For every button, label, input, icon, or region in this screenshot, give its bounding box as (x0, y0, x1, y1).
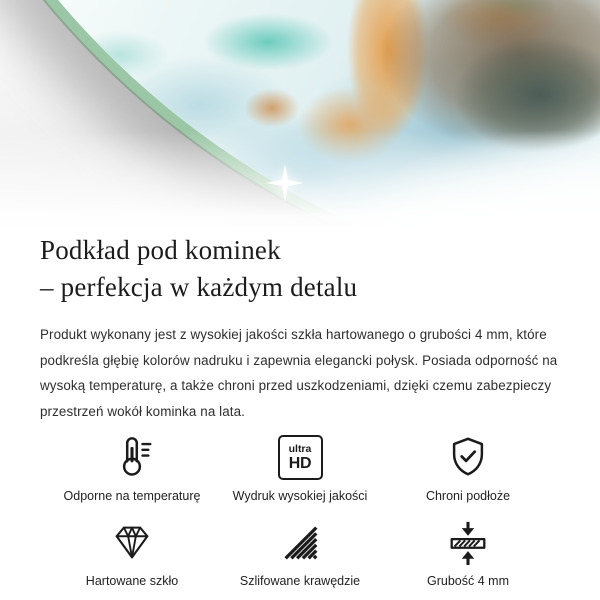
product-photo (0, 0, 600, 226)
feature-tempered-glass (48, 519, 216, 588)
thickness-icon (445, 519, 491, 565)
diamond-icon (109, 519, 155, 565)
title-line-2: – perfekcja w każdym detalu (40, 272, 358, 302)
ultra-hd-text-bottom: HD (288, 454, 312, 472)
shield-check-icon (445, 434, 491, 480)
feature-label: Chroni podłoże (425, 489, 511, 503)
feature-protects-floor (384, 434, 552, 503)
feature-label: Grubość 4 mm (427, 574, 509, 588)
sparkle-icon (263, 161, 307, 205)
feature-temperature (48, 434, 216, 503)
features-grid (40, 434, 560, 588)
thermometer-icon (109, 434, 155, 480)
product-description: Produkt wykonany jest z wysokiej jakości szkła hartowanego o grubości 4 mm, które podkreśla głębię kolorów nadruku i zapewnia elegancki połysk. Posiada odporność na wysoką temperaturę, a także chroni przed uszkodzeniami, dzięki czemu zabezpieczy przestrzeń wokół kominka na lata. (40, 327, 558, 419)
ultra-hd-text-top: ultra (288, 442, 312, 455)
feature-label: Hartowane szkło (85, 574, 179, 588)
feature-label: Wydruk wysokiej jakości (232, 489, 368, 503)
page-title (40, 232, 560, 306)
feature-print-quality (216, 434, 384, 503)
polished-edges-icon (277, 519, 323, 565)
feature-thickness (384, 519, 552, 588)
title-line-1: Podkład pod kominek (40, 235, 281, 265)
feature-polished-edges (216, 519, 384, 588)
product-info-section (0, 232, 600, 588)
feature-label: Szlifowane krawędzie (239, 574, 361, 588)
ultra-hd-icon (278, 434, 323, 480)
feature-label: Odporne na temperaturę (63, 489, 201, 503)
